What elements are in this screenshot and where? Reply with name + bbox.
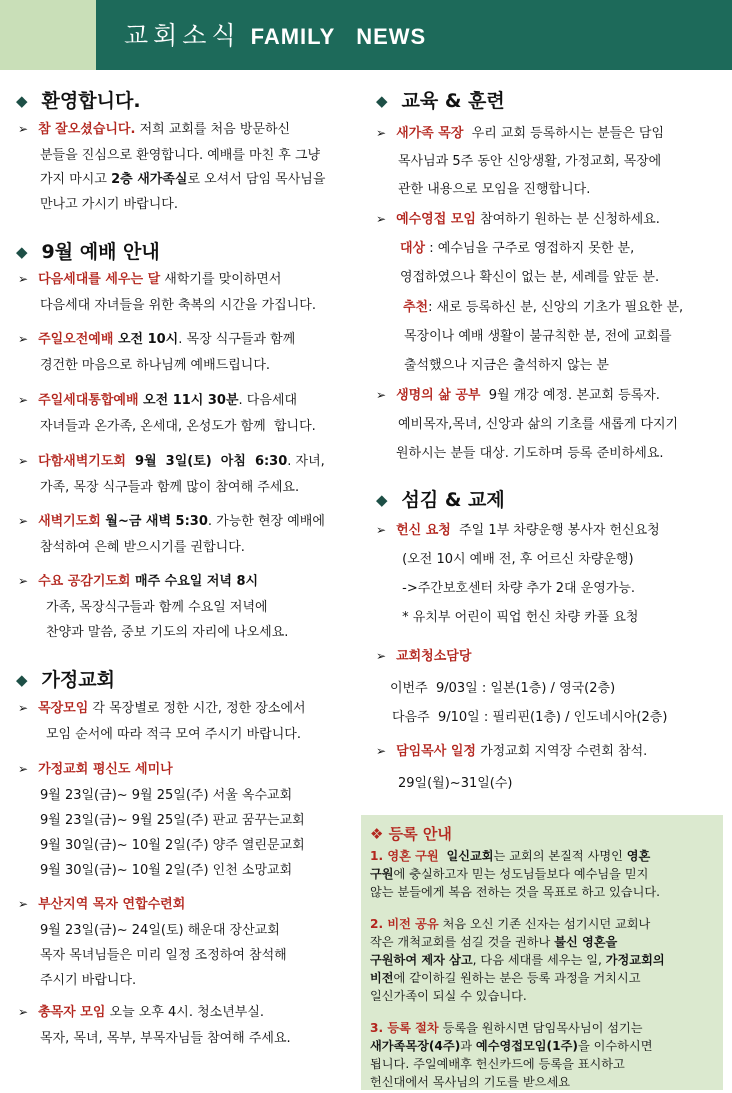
family-item-title: 목장모임 <box>38 701 89 716</box>
registration-line <box>370 969 640 986</box>
title-english: FAMILY NEWS <box>250 24 427 49</box>
registration-text: 3. 등록 절차 <box>370 1021 439 1035</box>
serve-item-line: 이번주 9/03일 : 일본(1층) / 영국(2층) <box>390 681 616 696</box>
serve-item-text: 가정교회 지역장 수련회 참석. <box>475 744 648 759</box>
recommend-label: 추천 <box>403 300 429 315</box>
serve-item-text: 주일 1부 차량운행 봉사자 헌신요청 <box>450 523 660 538</box>
serve-item <box>376 519 660 538</box>
worship-item <box>18 450 325 469</box>
family-item-line: 주시기 바랍니다. <box>40 973 137 988</box>
welcome-line-2: 분들을 진심으로 환영합니다. 예배를 마친 후 그냥 <box>40 148 321 163</box>
diamond-bullet-icon: ◆ <box>376 92 388 110</box>
arrow-bullet-icon: ➢ <box>18 897 29 911</box>
family-item-line: 목자 목녀님들은 미리 일정 조정하여 참석해 <box>40 948 287 963</box>
registration-text: 작은 개척교회를 섬길 것을 권하나 <box>370 935 555 949</box>
worship-heading-text: 9월 예배 안내 <box>41 241 160 263</box>
worship-item-emphasis: 9월 3일(토) 아침 6:30 <box>125 454 288 469</box>
worship-item-title: 주일세대통합예배 <box>38 393 139 408</box>
serve-item-line: 다음주 9/10일 : 필리핀(1층) / 인도네시아(2층) <box>392 710 668 725</box>
welcome-line-1 <box>18 118 290 137</box>
registration-text: 과 <box>460 1039 476 1053</box>
edu-item-line: 관한 내용으로 모임을 진행합니다. <box>398 182 591 197</box>
arrow-bullet-icon: ➢ <box>376 126 387 140</box>
registration-text: 일신교회 <box>446 849 494 863</box>
worship-item-text: . 다음세대 <box>238 393 298 408</box>
edu-item-title: 예수영접 모임 <box>396 212 476 227</box>
registration-line <box>370 1037 652 1054</box>
registration-text: 등록을 원하시면 담임목사님이 섬기는 <box>438 1021 643 1035</box>
registration-heading: ❖ 등록 안내 <box>370 825 452 843</box>
diamond-bullet-icon: ◆ <box>376 491 388 509</box>
arrow-bullet-icon: ➢ <box>18 701 29 715</box>
family-item-line: 9월 30일(금)~ 10월 2일(주) 양주 열린문교회 <box>40 838 305 853</box>
family-item <box>18 893 185 912</box>
edu-item-line: 원하시는 분들 대상. 기도하며 등록 준비하세요. <box>396 446 664 461</box>
registration-text: 1. 영혼 구원 <box>370 849 439 863</box>
arrow-bullet-icon: ➢ <box>18 1005 29 1019</box>
arrow-bullet-icon: ➢ <box>18 272 29 286</box>
edu-item <box>376 208 660 227</box>
page-title <box>124 16 426 52</box>
family-item-text: 각 목장별로 정한 시간, 정한 장소에서 <box>88 701 306 716</box>
welcome-text-b: 로 오셔서 담임 목사님을 <box>187 172 326 187</box>
registration-text: 예수영접모임(1주) <box>475 1039 578 1053</box>
family-item-line: 9월 23일(금)~ 24일(토) 해운대 장산교회 <box>40 923 280 938</box>
worship-item <box>18 328 295 347</box>
worship-item-text: . 자녀, <box>287 454 325 469</box>
worship-item <box>18 268 281 287</box>
registration-text: 불신 영혼을 <box>554 935 618 949</box>
registration-text: 않는 분들에게 복음 전하는 것을 목표로 하고 있습니다. <box>370 885 661 899</box>
welcome-line-4: 만나고 가시기 바랍니다. <box>40 197 178 212</box>
worship-item <box>18 570 258 589</box>
worship-item-title: 새벽기도회 <box>38 514 101 529</box>
registration-line <box>370 915 650 932</box>
family-item <box>18 1001 264 1020</box>
edu-item-line: 목사님과 5주 동안 신앙생활, 가정교회, 목장에 <box>398 154 662 169</box>
diamond-bullet-icon: ◆ <box>16 92 28 110</box>
registration-text: 새가족목장(4주) <box>370 1039 461 1053</box>
welcome-room: 2층 새가족실 <box>111 172 188 187</box>
recommend-line <box>403 296 683 315</box>
family-item-line: 9월 30일(금)~ 10월 2일(주) 인천 소망교회 <box>40 863 293 878</box>
welcome-line-3 <box>40 168 325 187</box>
serve-item-line: 29일(월)~31일(수) <box>398 776 513 791</box>
family-heading-text: 가정교회 <box>41 669 115 691</box>
worship-item-title: 주일오전예배 <box>38 332 114 347</box>
worship-item-line: 자녀들과 온가족, 온세대, 온성도가 함께 합니다. <box>40 419 316 434</box>
worship-item-emphasis: 매주 수요일 저녁 8시 <box>130 574 259 589</box>
edu-item <box>376 384 660 403</box>
arrow-bullet-icon: ➢ <box>18 122 29 136</box>
registration-text: , 다음 세대를 세우는 일, <box>472 953 606 967</box>
worship-item-emphasis: 오전 11시 30분 <box>138 393 239 408</box>
edu-item-text: 참여하기 원하는 분 신청하세요. <box>475 212 660 227</box>
recommend-text: : 새로 등록하신 분, 신앙의 기초가 필요한 분, <box>428 300 684 315</box>
edu-item-text: 우리 교회 등록하시는 분들은 담임 <box>463 126 664 141</box>
registration-line <box>370 883 660 900</box>
registration-line <box>370 847 650 864</box>
edu-item-title: 새가족 목장 <box>396 126 464 141</box>
serve-item-title: 헌신 요청 <box>396 523 451 538</box>
edu-item-text: 9월 개강 예정. 본교회 등록자. <box>480 388 660 403</box>
arrow-bullet-icon: ➢ <box>18 393 29 407</box>
registration-text: 처음 오신 기존 신자는 섬기시던 교회나 <box>438 917 651 931</box>
family-item-title: 가정교회 평신도 세미나 <box>38 762 173 777</box>
registration-text: 구원하여 제자 삼고 <box>370 953 473 967</box>
family-item-line: 9월 23일(금)~ 9월 25일(주) 판교 꿈꾸는교회 <box>40 813 305 828</box>
arrow-bullet-icon: ➢ <box>18 514 29 528</box>
header-accent-block <box>0 0 96 70</box>
recommend-line-2: 목장이나 예배 생활이 불규칙한 분, 전에 교회를 <box>404 329 672 344</box>
arrow-bullet-icon: ➢ <box>376 212 387 226</box>
worship-item <box>18 389 297 408</box>
arrow-bullet-icon: ➢ <box>18 332 29 346</box>
target-text: : 예수님을 구주로 영접하지 못한 분, <box>425 241 635 256</box>
serve-item-title: 담임목사 일정 <box>396 744 476 759</box>
serve-heading-text: 섬김 & 교제 <box>401 489 505 511</box>
target-line <box>400 237 634 256</box>
diamond-bullet-icon: ◆ <box>16 243 28 261</box>
edu-heading <box>376 86 505 113</box>
family-item-line: 목자, 목녀, 목부, 부목자님들 참여해 주세요. <box>40 1031 291 1046</box>
registration-text: 구원 <box>370 867 394 881</box>
worship-item-title: 다음세대를 세우는 달 <box>38 272 161 287</box>
edu-item-title: 생명의 삶 공부 <box>396 388 481 403</box>
arrow-bullet-icon: ➢ <box>376 744 387 758</box>
registration-text: 일신가족이 되실 수 있습니다. <box>370 989 527 1003</box>
worship-item-line: 가족, 목장식구들과 함께 수요일 저녁에 <box>46 600 268 615</box>
serve-item-title: 교회청소담당 <box>396 649 472 664</box>
worship-item-title: 수요 공감기도회 <box>38 574 131 589</box>
serve-item <box>376 740 647 759</box>
worship-item-emphasis: 월~금 새벽 5:30 <box>100 514 208 529</box>
registration-text: 2. 비전 공유 <box>370 917 439 931</box>
worship-item-text: . 가능한 현장 예배에 <box>207 514 325 529</box>
welcome-lead: 참 잘오셨습니다. <box>38 122 136 137</box>
worship-item-line: 참석하여 은혜 받으시기를 권합니다. <box>40 540 245 555</box>
welcome-heading-text: 환영합니다. <box>41 90 141 112</box>
registration-line <box>370 951 665 968</box>
registration-text: 됩니다. 주일예배후 헌신카드에 등록을 표시하고 <box>370 1057 625 1071</box>
worship-item-line: 가족, 목장 식구들과 함께 많이 참여해 주세요. <box>40 480 300 495</box>
diamond-bullet-icon: ◆ <box>16 671 28 689</box>
family-item-line: 9월 23일(금)~ 9월 25일(주) 서울 옥수교회 <box>40 788 293 803</box>
family-item <box>18 697 306 716</box>
serve-item <box>376 645 471 664</box>
family-item <box>18 758 173 777</box>
registration-text: 에 같이하길 원하는 분은 등록 과정을 거치시고 <box>393 971 641 985</box>
registration-line <box>370 865 648 882</box>
worship-item-text: 새학기를 맞이하면서 <box>160 272 282 287</box>
worship-item-line: 다음세대 자녀들을 위한 축복의 시간을 가집니다. <box>40 298 316 313</box>
family-item-title: 부산지역 목자 연합수련회 <box>38 897 186 912</box>
family-heading <box>16 665 115 692</box>
registration-text: 비전 <box>370 971 394 985</box>
target-label: 대상 <box>400 241 426 256</box>
registration-line <box>370 933 617 950</box>
registration-text: 에 충실하고자 믿는 성도님들보다 예수님을 믿지 <box>393 867 649 881</box>
family-item-line: 모임 순서에 따라 적극 모여 주시기 바랍니다. <box>46 727 301 742</box>
edu-heading-text: 교육 & 훈련 <box>401 90 505 112</box>
edu-item <box>376 122 664 141</box>
arrow-bullet-icon: ➢ <box>18 574 29 588</box>
registration-line <box>370 1019 643 1036</box>
worship-item-line: 경건한 마음으로 하나님께 예배드립니다. <box>40 358 271 373</box>
edu-item-line: 예비목자,목녀, 신앙과 삶의 기초를 새롭게 다지기 <box>398 417 679 432</box>
serve-item-line: (오전 10시 예배 전, 후 어르신 차량운행) <box>398 552 634 567</box>
registration-text: 가정교회의 <box>605 953 665 967</box>
registration-text: 는 교회의 본질적 사명인 <box>493 849 627 863</box>
registration-line <box>370 1073 570 1090</box>
serve-heading <box>376 485 505 512</box>
serve-item-line: * 유치부 어린이 픽업 헌신 차량 카풀 요청 <box>398 610 639 625</box>
worship-item-line: 찬양과 말씀, 중보 기도의 자리에 나오세요. <box>46 625 289 640</box>
welcome-text-a: 가지 마시고 <box>40 172 112 187</box>
arrow-bullet-icon: ➢ <box>18 762 29 776</box>
recommend-line-3: 출석했으나 지금은 출석하지 않는 분 <box>404 358 609 373</box>
registration-text: 을 이수하시면 <box>577 1039 653 1053</box>
arrow-bullet-icon: ➢ <box>376 649 387 663</box>
arrow-bullet-icon: ➢ <box>18 454 29 468</box>
registration-text: 영혼 <box>626 849 651 863</box>
target-line-2: 영접하였으나 확신이 없는 분, 세례를 앞둔 분. <box>400 270 660 285</box>
registration-text: 헌신대에서 목사님의 기도를 받으세요 <box>370 1075 570 1089</box>
arrow-bullet-icon: ➢ <box>376 388 387 402</box>
family-item-title: 총목자 모임 <box>38 1005 106 1020</box>
registration-line <box>370 1055 625 1072</box>
worship-item-text: . 목장 식구들과 함께 <box>178 332 296 347</box>
welcome-text: 저희 교회를 처음 방문하신 <box>135 122 291 137</box>
registration-box <box>361 815 723 1090</box>
worship-item <box>18 510 325 529</box>
serve-item-line: ->주간보호센터 차량 추가 2대 운영가능. <box>398 581 636 596</box>
registration-line <box>370 987 527 1004</box>
worship-item-emphasis: 오전 10시 <box>113 332 179 347</box>
worship-item-title: 다함새벽기도회 <box>38 454 126 469</box>
family-item-text: 오늘 오후 4시. 청소년부실. <box>105 1005 265 1020</box>
welcome-heading <box>16 86 141 113</box>
title-korean: 교회소식 <box>124 21 241 50</box>
worship-heading <box>16 237 160 264</box>
arrow-bullet-icon: ➢ <box>376 523 387 537</box>
